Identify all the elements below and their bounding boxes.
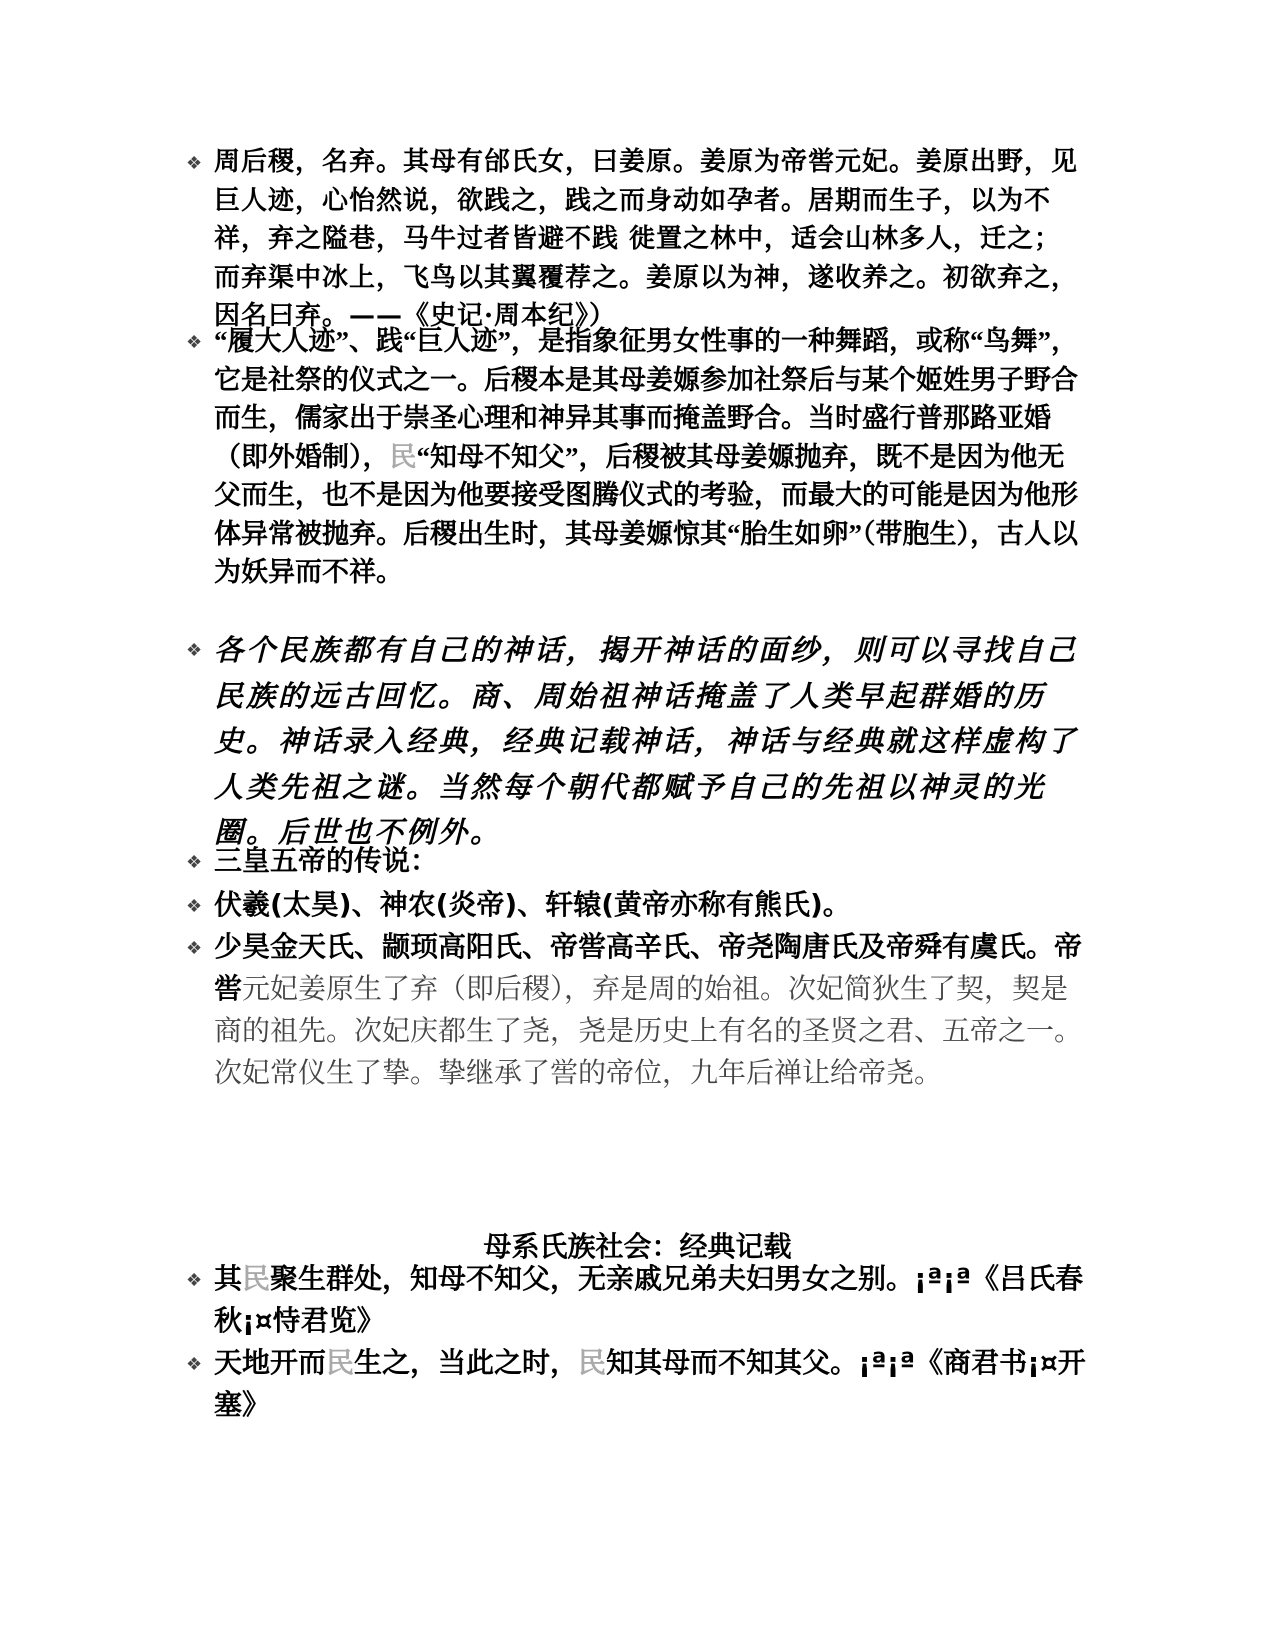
quote-shangjun-shu: 天地开而民生之，当此之时，民知其母而不知其父。¡ª¡ª《商君书¡¤开塞》: [214, 1346, 1086, 1421]
paragraph-zhou-houji: 周后稷，名弃。其母有邰氏女，曰姜原。姜原为帝喾元妃。姜原出野，见巨人迹，心怡然说，欲践之，践之而身动如孕者。居期而生子，以为不祥，弃之隘巷，马牛过者皆避不践 徙置之林中，适会山林多人，迁之；而弃渠中冰上，飞鸟以其翼覆荐之。姜原以为神，遂收养之。初欲弃之，因名曰弃。——《史记·周本纪》）: [214, 147, 1079, 331]
paragraph-wudi: 少昊金天氏、颛顼高阳氏、帝喾高辛氏、帝尧陶唐氏及帝舜有虞氏。帝喾元妃姜原生了弃（即后稷），弃是周的始祖。次妃简狄生了契，契是商的祖先。次妃庆都生了尧，尧是历史上有名的圣贤之君、五帝之一。次妃常仪生了挚。挚继承了喾的帝位，九年后禅让给帝尧。: [214, 930, 1083, 1089]
diamond-bullet-icon: ❖: [186, 153, 203, 173]
section-heading: 母系氏族社会：经典记载: [483, 1230, 792, 1263]
paragraph-lv-daren-ji: “履大人迹”、践“巨人迹”，是指象征男女性事的一种舞蹈，或称“鸟舞”，它是社祭的仪式之一。后稷本是其母姜嫄参加社祭后与某个姬姓男子野合而生，儒家出于崇圣心理和神异其事而掩盖野合。当时盛行普那路亚婚（即外婚制），民“知母不知父”，后稷被其母姜嫄抛弃，既不是因为他无父而生，也不是因为他要接受图腾仪式的考验，而最大的可能是因为他形体异常被抛弃。后稷出生时，其母姜嫄惊其“胎生如卵”（带胞生），古人以为妖异而不祥。: [214, 326, 1078, 587]
diamond-bullet-icon: ❖: [186, 640, 203, 660]
paragraph-myth-summary: 各个民族都有自己的神话，揭开神话的面纱，则可以寻找自己民族的远古回忆。商、周始祖神话掩盖了人类早起群婚的历史。神话录入经典，经典记载神话，神话与经典就这样虚构了人类先祖之谜。当然每个朝代都赋予自己的先祖以神灵的光圈。后世也不例外。: [214, 633, 1079, 849]
paragraph-sanhuang: 伏羲(太昊)、神农(炎帝)、轩辕(黄帝亦称有熊氏)。: [214, 888, 851, 921]
diamond-bullet-icon: ❖: [186, 896, 203, 916]
diamond-bullet-icon: ❖: [186, 938, 203, 958]
diamond-bullet-icon: ❖: [186, 332, 203, 352]
diamond-bullet-icon: ❖: [186, 1270, 203, 1290]
paragraph-sanhuang-wudi-title: 三皇五帝的传说：: [214, 844, 439, 877]
diamond-bullet-icon: ❖: [186, 1354, 203, 1374]
quote-lushi-chunqiu: 其民聚生群处，知母不知父，无亲戚兄弟夫妇男女之别。¡ª¡ª《吕氏春秋¡¤恃君览》: [214, 1262, 1084, 1337]
diamond-bullet-icon: ❖: [186, 852, 203, 872]
